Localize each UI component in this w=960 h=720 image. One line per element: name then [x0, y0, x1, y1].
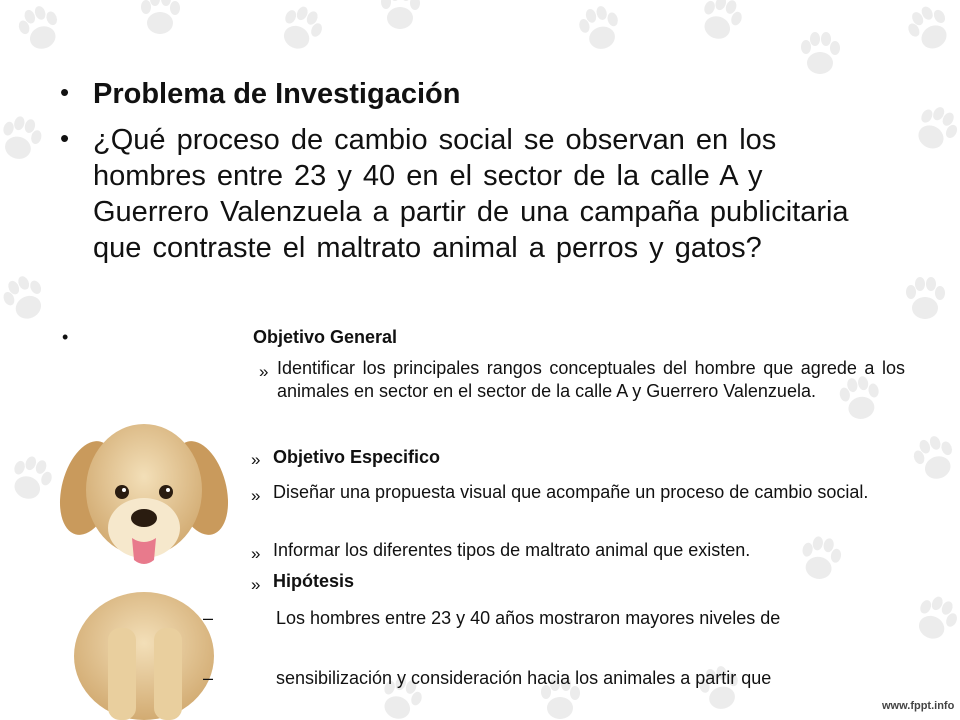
raquo-bullet: »: [251, 544, 261, 563]
hypothesis-line-1: Los hombres entre 23 y 40 años mostraron mayores niveles de: [276, 608, 781, 628]
slide-title: Problema de Investigación: [93, 78, 461, 110]
fppt-logo: www.fppt.info: [882, 700, 955, 712]
research-question: ¿Qué proceso de cambio social se observan en los hombres entre 23 y 40 en el sector de la calle A y Guerrero Valenzuela a partir de una campaña publicitaria que contraste el maltrato animal a perros y gatos?: [93, 124, 849, 264]
objective-general-heading: Objetivo General: [253, 327, 398, 347]
bullet-dot: •: [62, 327, 69, 347]
bullet-dot: •: [60, 77, 70, 107]
specific-objective-2: Informar los diferentes tipos de maltrato animal que existen.: [273, 540, 751, 560]
raquo-bullet: »: [251, 486, 261, 505]
hypothesis-line-2: sensibilización y consideración hacia los animales a partir que: [276, 668, 772, 688]
objective-specific-heading: Objetivo Especifico: [273, 447, 441, 467]
raquo-bullet: »: [251, 450, 261, 469]
raquo-bullet: »: [251, 575, 261, 594]
dash-bullet: –: [203, 608, 214, 628]
hypothesis-heading: Hipótesis: [273, 571, 355, 591]
specific-objective-1: Diseñar una propuesta visual que acompañe un proceso de cambio social.: [273, 482, 869, 502]
dash-bullet: –: [203, 668, 214, 688]
objective-general-text: Identificar los principales rangos conceptuales del hombre que agrede a los animales en sector en el sector de la calle A y Guerrero Valenzuela.: [277, 358, 905, 401]
raquo-bullet: »: [259, 362, 269, 381]
bullet-dot: •: [60, 123, 70, 153]
